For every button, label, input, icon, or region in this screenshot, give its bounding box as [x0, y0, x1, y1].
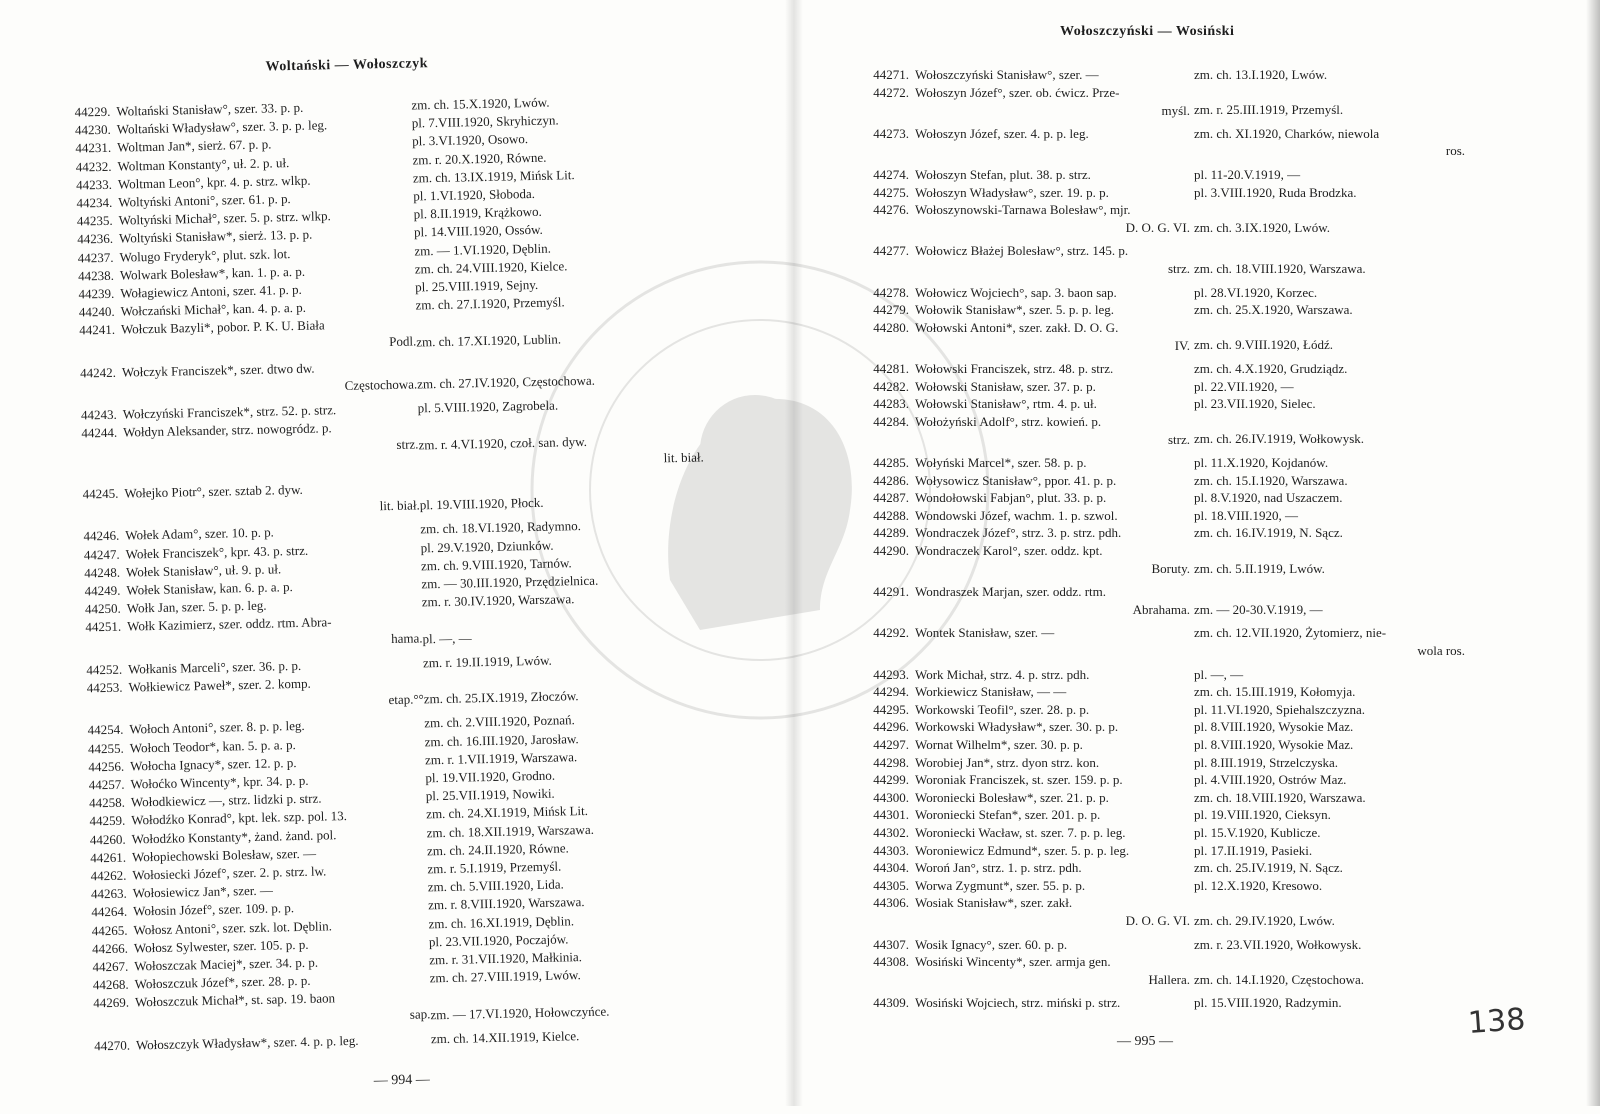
entry-number: 44269. [93, 995, 130, 1011]
entry-fate: zm. ch. 15.III.1919, Kołomyja. [1194, 684, 1356, 700]
right-page-header: Wołoszczyński — Wosiński [1060, 24, 1235, 39]
entry-number: 44297. [873, 737, 909, 752]
entry-name: Wołczański Michał°, kan. 4. p. a. p. [120, 299, 307, 319]
entry-name: Wołowski Franciszek, strz. 48. p. strz. [915, 361, 1114, 376]
scan-edge-shadow [1586, 0, 1600, 1106]
entry-number: 44262. [90, 867, 127, 884]
entry-fate: zm. ch. 24.VIII.1920, Kielce. [414, 258, 568, 277]
list-item [56, 89, 756, 120]
entry-fate: pl. 7.VIII.1920, Skryhiczyn. [411, 112, 559, 131]
entry-fate: pl. 28.VI.1920, Korzec. [1194, 284, 1318, 300]
entry-number: 44258. [88, 794, 126, 811]
entry-name: Wołoszynowski-Tarnawa Bolesław°, mjr. [915, 202, 1131, 218]
entry-number: 44245. [82, 485, 119, 502]
entry-number: 44292. [873, 625, 909, 641]
entry-number: 44293. [873, 666, 909, 682]
entry-fate: zm. ch. 16.III.1920, Jarosław. [424, 730, 579, 749]
entry-number: 44304. [873, 860, 909, 876]
list-item [62, 350, 762, 393]
entry-number: 44244. [81, 425, 118, 441]
entry-name: Wołopiechowski Bolesław, szer. — [131, 845, 317, 865]
entry-name: Wołoszczak Maciej*, szer. 34. p. p. [134, 954, 319, 974]
entry-name: Woltman Leon°, kpr. 4. p. strz. wlkp. [117, 172, 311, 192]
entry-fate: pl. 11.VI.1920, Spiehalszczyzna. [1194, 701, 1365, 717]
entry-fate: pl. 25.VIII.1919, Sejny. [415, 276, 539, 295]
entry-number: 44240. [78, 303, 115, 320]
entry-number: 44247. [83, 546, 120, 563]
entry-fate: zm. r. 25.III.1919, Przemyśl. [1194, 102, 1344, 118]
right-page [855, 0, 1495, 1106]
entry-number: 44291. [873, 584, 909, 600]
entry-fate: pl. 1.VI.1920, Słoboda. [413, 185, 536, 204]
entry-number: 44239. [78, 285, 115, 302]
entry-fate: zm. r. 31.VII.1920, Małkinia. [429, 949, 583, 968]
entry-name: Wołosz Antoni°, szer. szk. lot. Dęblin. [133, 917, 333, 938]
entry-name: Wołek Adam°, szer. 10. p. p. [125, 524, 275, 543]
entry-fate: pl. 5.VIII.1920, Zagrobela. [417, 397, 559, 416]
entry-number: 44284. [873, 413, 909, 429]
entry-number: 44299. [873, 772, 909, 788]
entry-name: Wołoszyn Józef, szer. 4. p. p. leg. [915, 125, 1089, 141]
left-page [54, 0, 777, 1114]
entry-name: Wołowicz Błażej Bolesław°, strz. 145. p. [915, 243, 1129, 259]
entry-fate: pl. 19.VII.1920, Grodno. [425, 767, 556, 786]
entry-fate: zm. ch. 16.XI.1919, Dęblin. [428, 912, 575, 931]
entry-name: Woltman Jan*, sierż. 67. p. p. [117, 136, 272, 156]
entry-name: Workiewicz Stanisław, — — [915, 684, 1067, 700]
entry-fate: zm. ch. 18.VIII.1920, Warszawa. [1194, 789, 1366, 805]
entry-name: Wontek Stanisław, szer. — [915, 625, 1055, 641]
entry-number: 44237. [77, 249, 114, 266]
entry-name: Wołowski Stanisław, szer. 37. p. p. [915, 378, 1096, 394]
entry-number: 44272. [873, 84, 909, 100]
entry-fate: pl. 15.VIII.1920, Radzymin. [1194, 995, 1342, 1011]
entry-fate: pl. 4.VIII.1920, Ostrów Maz. [1194, 772, 1347, 788]
entry-name-continuation: hama. [390, 630, 423, 647]
entry-name: Wornat Wilhelm*, szer. 30. p. p. [915, 737, 1083, 752]
entry-name: Wołek Stanisław, kan. 6. p. a. p. [126, 579, 293, 598]
entry-name: Woltyński Michał°, szer. 5. p. strz. wlkp. [118, 208, 331, 228]
entry-number: 44273. [873, 125, 909, 141]
entry-fate-continuation: wola ros. [1417, 642, 1465, 658]
entry-fate: zm. r. 5.I.1919, Przemyśl. [427, 858, 562, 877]
entry-name-continuation: strz. [1167, 261, 1190, 277]
entry-fate: zm. ch. 24.II.1920, Równe. [426, 840, 569, 859]
entry-number: 44264. [91, 904, 128, 920]
entry-number: 44300. [873, 789, 909, 805]
left-page-header: Woltański — Wołoszczyk [265, 56, 429, 75]
entry-name-continuation: myśl. [1161, 102, 1190, 118]
entry-number: 44309. [873, 995, 909, 1011]
entry-name: Workowski Teofil°, szer. 28. p. p. [915, 701, 1090, 717]
entry-name: Work Michał, strz. 4. p. strz. pdh. [915, 666, 1090, 682]
entry-name: Wondraszek Marjan, szer. oddz. rtm. [915, 584, 1107, 600]
entry-fate: zm. ch. 15.I.1920, Warszawa. [1194, 472, 1348, 488]
entry-fate: pl. 17.II.1919, Pasieki. [1194, 842, 1313, 858]
entry-number: 44282. [873, 378, 909, 394]
entry-fate: zm. ch. 25.IX.1919, Złoczów. [423, 688, 579, 707]
entry-name: Wołowicz Wojciech°, sap. 3. baon sap. [915, 284, 1117, 300]
entry-name: Wondraczek Karol°, szer. oddz. kpt. [915, 543, 1103, 558]
entry-fate: zm. ch. 14.I.1920, Częstochowa. [1194, 971, 1365, 987]
entry-name: Wołoszczuk Józef*, szer. 28. p. p. [134, 973, 311, 992]
entry-number: 44253. [86, 679, 123, 696]
entry-number: 44289. [873, 525, 909, 541]
entry-name: Woroniak Franciszek, st. szer. 159. p. p. [915, 772, 1123, 788]
entry-fate: zm. ch. 14.XII.1919, Kielce. [430, 1027, 580, 1047]
entry-fate: zm. ch. 13.I.1920, Lwów. [1194, 67, 1328, 82]
entry-name-continuation: Boruty. [1151, 561, 1190, 576]
entry-fate: pl. 19.VIII.1920, Płock. [419, 495, 544, 513]
entry-name-continuation: lit. biał. [379, 497, 420, 514]
entry-number: 44268. [92, 976, 129, 993]
entry-name: Woroniecki Bolesław*, szer. 21. p. p. [915, 789, 1109, 805]
entry-number: 44249. [84, 582, 121, 599]
entry-fate: pl. 14.VIII.1920, Ossów. [413, 222, 543, 240]
entry-number: 44233. [76, 176, 113, 193]
entry-number: 44230. [74, 121, 111, 138]
entry-fate: zm. ch. XI.1920, Charków, niewola [1194, 125, 1380, 141]
entry-name-continuation: strz. [1167, 431, 1190, 447]
entry-number: 44250. [84, 600, 121, 617]
entry-number: 44274. [873, 167, 909, 182]
entry-number: 44285. [873, 455, 909, 470]
entry-name: Wołosiecki Józef°, szer. 2. p. strz. lw. [132, 863, 327, 883]
entry-name: Wolwark Bolesław*, kan. 1. p. a. p. [119, 263, 306, 283]
entry-name: Wołek Franciszek°, kpr. 43. p. strz. [125, 542, 309, 562]
entry-fate: pl. 8.VIII.1920, Wysokie Maz. [1194, 719, 1354, 735]
entry-name: Wosiński Wojciech, strz. miński p. strz. [915, 995, 1121, 1011]
entry-fate: pl. 8.II.1919, Krążkowo. [413, 203, 542, 222]
entry-number: 44287. [873, 490, 909, 506]
entry-number: 44290. [873, 543, 909, 558]
entry-fate: zm. ch. 3.IX.1920, Lwów. [1194, 219, 1330, 235]
entry-fate: zm. ch. 15.X.1920, Lwów. [411, 94, 550, 113]
entry-number: 44238. [77, 267, 115, 284]
entry-number: 44303. [873, 842, 909, 858]
entry-name: Woltyński Stanisław*, sierż. 13. p. p. [118, 227, 313, 247]
entry-name: Wołczyński Franciszek*, strz. 52. p. strz. [122, 402, 337, 422]
entry-number: 44295. [873, 701, 909, 717]
entry-fate: zm. r. 23.VII.1920, Wołkowysk. [1194, 936, 1362, 952]
entry-fate: zm. ch. 27.I.1920, Przemyśl. [415, 294, 565, 313]
entry-name: Woroniecki Wacław, st. szer. 7. p. p. leg. [915, 825, 1126, 840]
entry-name: Wondowski Józef, wachm. 1. p. szwol. [915, 507, 1118, 523]
entry-name: Wołodźko Konrad°, kpt. lek. szp. pol. 13. [131, 808, 348, 828]
entry-fate: pl. 8.III.1919, Strzelczyska. [1194, 754, 1339, 770]
entry-number: 44260. [89, 831, 126, 847]
entry-number: 44301. [873, 807, 909, 823]
entry-number: 44251. [85, 619, 122, 635]
entry-fate: zm. — 1.VI.1920, Dęblin. [414, 240, 552, 259]
entry-fate: zm. ch. 26.IV.1919, Wołkowysk. [1194, 431, 1364, 447]
entry-number: 44257. [88, 776, 125, 793]
entry-number: 44271. [873, 67, 909, 82]
entry-number: 44256. [88, 758, 125, 775]
entry-number: 44294. [873, 684, 909, 700]
entry-fate: zm. ch. 27.VIII.1919, Lwów. [429, 967, 581, 986]
entry-name: Woroniewicz Edmund*, szer. 5. p. p. leg. [915, 842, 1130, 858]
entry-fate: zm. ch. 5.VIII.1920, Lida. [427, 876, 564, 895]
entry-name: Wołosin Józef°, szer. 109. p. p. [133, 900, 295, 919]
entry-name: Wołczyk Franciszek*, szer. dtwo dw. [121, 360, 315, 380]
entry-fate: zm. r. 30.IV.1920, Warszawa. [421, 591, 575, 610]
entry-number: 44259. [89, 813, 126, 829]
list-item [65, 514, 765, 544]
right-page-number: — 995 — [1117, 1034, 1173, 1049]
entry-number: 44276. [873, 202, 909, 218]
entry-number: 44248. [84, 564, 121, 581]
entry-name-continuation: Podl. [389, 333, 417, 350]
entry-fate: zm. ch. 17.XI.1920, Lublin. [416, 331, 562, 350]
entry-number: 44232. [75, 158, 112, 175]
entry-number: 44231. [75, 140, 112, 156]
handwritten-page-mark: 138 [1466, 1002, 1527, 1041]
entry-fate-continuation: lit. biał. [663, 449, 704, 466]
entry-fate: zm. ch. 18.XII.1919, Warszawa. [426, 821, 595, 840]
entry-fate: zm. ch. 9.VIII.1920, Tarnów. [420, 555, 572, 574]
entry-name: Wołowski Stanisław°, rtm. 4. p. uł. [915, 396, 1097, 412]
entry-name-continuation: etap.°° [388, 691, 424, 708]
entry-name: Wosiński Wincenty*, szer. armja gen. [915, 954, 1111, 970]
entry-fate: pl. 23.VII.1920, Sielec. [1194, 396, 1316, 412]
entry-name-continuation: sap. [409, 1006, 431, 1023]
entry-name: Woltański Stanisław°, szer. 33. p. p. [116, 99, 304, 119]
entry-name: Wondołowski Fabjan°, plut. 33. p. p. [915, 490, 1107, 506]
list-item [76, 1023, 776, 1054]
entry-number: 44286. [873, 472, 909, 488]
entry-fate: pl. 8.VIII.1920, Wysokie Maz. [1194, 737, 1354, 752]
list-item [63, 392, 763, 423]
entry-name: Wołosiewicz Jan*, szer. — [132, 882, 274, 901]
entry-number: 44277. [873, 243, 909, 259]
entry-fate: zm. ch. 18.VI.1920, Radymno. [420, 518, 582, 537]
entry-fate: zm. r. 4.VI.1920, czoł. san. dyw. [418, 433, 588, 453]
entry-name: Wołocha Ignacy*, szer. 12. p. p. [129, 754, 297, 774]
entry-fate: pl. 8.V.1920, nad Uszaczem. [1194, 490, 1343, 506]
entry-fate: zm. ch. 18.VIII.1920, Warszawa. [1194, 260, 1366, 276]
entry-fate: zm. ch. 13.IX.1919, Mińsk Lit. [412, 166, 575, 186]
entry-number: 44265. [91, 922, 128, 938]
entry-name: Wołoszczyk Władysław*, szer. 4. p. p. leg. [135, 1032, 359, 1053]
entry-fate: zm. ch. 4.X.1920, Grudziądz. [1194, 361, 1348, 376]
entry-fate: zm. ch. 9.VIII.1920, Łódź. [1194, 337, 1333, 353]
entry-fate: pl. 3.VIII.1920, Ruda Brodzka. [1194, 184, 1357, 200]
list-item [68, 647, 768, 678]
entry-name-continuation: IV. [1174, 337, 1190, 353]
entry-name: Worwa Zygmunt*, szer. 55. p. p. [915, 877, 1086, 893]
entry-fate: pl. 3.VI.1920, Osowo. [411, 131, 529, 149]
entry-name: Wołagiewicz Antoni, szer. 41. p. p. [120, 281, 302, 301]
entry-number: 44267. [92, 958, 129, 975]
entry-name: Wołejko Piotr°, szer. sztab 2. dyw. [124, 481, 303, 501]
entry-number: 44306. [873, 895, 909, 911]
entry-name: Wołodkiewicz —, strz. lidzki p. strz. [130, 790, 322, 810]
entry-name-continuation: strz. [396, 436, 419, 453]
entry-fate: pl. —, — [422, 629, 472, 646]
entry-fate: zm. ch. 2.VIII.1920, Poznań. [424, 712, 575, 731]
list-item [69, 708, 769, 738]
entry-fate: pl. —, — [1194, 666, 1244, 682]
entry-fate: zm. ch. 12.VII.1920, Żytomierz, nie- [1194, 625, 1387, 641]
entry-fate: zm. ch. 16.IV.1919, N. Sącz. [1194, 525, 1343, 541]
entry-name: Woltman Konstanty°, uł. 2. p. uł. [117, 154, 290, 174]
entry-fate: pl. 23.VII.1920, Poczajów. [428, 931, 569, 950]
entry-number: 44278. [873, 284, 909, 300]
entry-number: 44283. [873, 396, 909, 412]
entry-name-continuation: Częstochowa. [344, 376, 418, 393]
entry-number: 44270. [94, 1037, 131, 1054]
entry-fate: pl. 11-20.V.1919, — [1194, 167, 1301, 182]
entry-number: 44305. [873, 877, 909, 893]
entry-name: Wołkiewicz Paweł*, szer. 2. komp. [128, 675, 311, 695]
entry-fate: zm. ch. 25.X.1920, Warszawa. [1194, 302, 1353, 318]
entry-fate: zm. r. 19.II.1919, Lwów. [422, 652, 552, 671]
entry-name-continuation: Hallera. [1148, 972, 1190, 988]
entry-number: 44252. [86, 661, 123, 678]
entry-name: Wondraczek Józef°, strz. 3. p. strz. pdh. [915, 525, 1122, 541]
entry-name: Wołk Jan, szer. 5. p. p. leg. [126, 597, 267, 616]
entry-number: 44241. [79, 322, 116, 338]
entry-fate: zm. r. 1.VII.1919, Warszawa. [424, 748, 578, 768]
entry-fate: pl. 25.VII.1919, Nowiki. [425, 785, 555, 804]
entry-name: Worobiej Jan*, strz. dyon strz. kon. [915, 754, 1100, 770]
entry-fate: zm. — 17.VI.1920, Hołowczyńce. [430, 1003, 610, 1022]
entry-number: 44298. [873, 754, 909, 770]
entry-name: Wołoszyn Stefan, plut. 38. p. strz. [915, 167, 1091, 182]
entry-name: Wołoch Antoni°, szer. 8. p. p. leg. [129, 718, 305, 737]
entry-number: 44307. [873, 936, 909, 952]
entry-fate: zm. ch. 24.XI.1919, Mińsk Lit. [426, 803, 589, 822]
entry-name: Wolugo Fryderyk°, plut. szk. lot. [119, 245, 291, 265]
entry-fate: pl. 15.V.1920, Kublicze. [1194, 825, 1321, 840]
entry-name: Workowski Władysław*, szer. 30. p. p. [915, 719, 1119, 735]
entry-number: 44261. [90, 849, 127, 866]
entry-name: Wołoszczuk Michał*, st. sap. 19. baon [134, 990, 336, 1010]
entry-name: Woroń Jan°, strz. 1. p. strz. pdh. [915, 860, 1082, 876]
entry-fate: zm. ch. 5.II.1919, Lwów. [1194, 560, 1325, 576]
entry-name: Woltański Władysław°, szer. 3. p. p. leg. [116, 117, 328, 137]
entry-fate: pl. 19.VIII.1920, Cieksyn. [1194, 807, 1331, 823]
entry-number: 44288. [873, 507, 909, 523]
entry-number: 44266. [92, 940, 129, 957]
entry-name: Wołoćko Wincenty*, kpr. 34. p. p. [130, 772, 309, 792]
entry-number: 44263. [90, 885, 127, 902]
entry-fate: zm. r. 20.X.1920, Równe. [412, 149, 547, 168]
entry-number: 44254. [87, 722, 124, 738]
entry-name: Wosik Ignacy°, szer. 60. p. p. [915, 936, 1068, 952]
entry-fate: zm. ch. 29.IV.1920, Lwów. [1194, 912, 1335, 928]
entry-number: 44242. [79, 364, 117, 381]
entry-name: Wołyński Marcel*, szer. 58. p. p. [915, 455, 1087, 470]
entry-fate: pl. 22.VII.1920, — [1194, 378, 1294, 394]
entry-name: Wołczuk Bazyli*, pobor. P. K. U. Biała [120, 317, 325, 338]
entry-name: Woltyński Antoni°, szer. 61. p. p. [118, 191, 291, 210]
entry-number: 44236. [77, 231, 114, 247]
entry-number: 44243. [80, 406, 117, 423]
entry-number: 44280. [873, 319, 909, 335]
entry-number: 44281. [873, 361, 909, 376]
entry-name: Wołk Kazimierz, szer. oddz. rtm. Abra- [127, 614, 332, 634]
entry-number: 44296. [873, 719, 909, 735]
entry-name: Wołożyński Adolf°, strz. kowień. p. [915, 413, 1102, 429]
entry-fate: zm. — 30.III.1920, Przędzielnica. [421, 572, 599, 592]
entry-name: Woroniecki Stefan*, szer. 201. p. p. [915, 807, 1101, 823]
entry-name: Wołodźko Konstanty*, żand. żand. pol. [131, 826, 337, 847]
entry-name-continuation: D. O. G. VI. [1125, 220, 1190, 236]
entry-name: Wołosz Sylwester, szer. 105. p. p. [133, 936, 309, 956]
entry-name: Wołoszyn Józef°, szer. ob. ćwicz. Prze- [915, 84, 1120, 100]
entry-name-continuation: Abrahama. [1132, 602, 1190, 618]
entry-number: 44308. [873, 954, 909, 970]
entry-name: Wosiak Stanisław*, szer. zakł. [915, 895, 1073, 911]
entry-fate: zm. r. 8.VIII.1920, Warszawa. [427, 894, 585, 913]
entry-name: Wołoszyn Władysław°, szer. 19. p. p. [915, 184, 1109, 200]
entry-fate: pl. 12.X.1920, Kresowo. [1194, 877, 1323, 893]
entry-fate: zm. ch. 27.IV.1920, Częstochowa. [417, 372, 596, 392]
entry-name: Wołowik Stanisław*, szer. 5. p. p. leg. [915, 302, 1114, 318]
entry-name: Wołoch Teodor*, kan. 5. p. a. p. [129, 736, 296, 756]
entry-number: 44275. [873, 184, 909, 200]
entry-name: Wołoszczyński Stanisław°, szer. — [915, 67, 1099, 82]
entry-name: Wołek Stanisław°, uł. 9. p. uł. [125, 561, 282, 580]
entry-fate: pl. 11.X.1920, Kojdanów. [1194, 455, 1329, 470]
entry-fate: pl. 18.VIII.1920, — [1194, 507, 1298, 523]
entry-fate: zm. ch. 25.IV.1919, N. Sącz. [1194, 860, 1343, 876]
entry-name: Wołkanis Marceli°, szer. 36. p. p. [127, 657, 302, 677]
entry-fate: pl. 29.V.1920, Dziunków. [420, 537, 554, 556]
entry-number: 44234. [76, 194, 113, 211]
entry-fate: zm. — 20-30.V.1919, — [1194, 601, 1323, 617]
entry-name: Wołowski Antoni*, szer. zakł. D. O. G. [915, 319, 1119, 335]
entry-number: 44302. [873, 825, 909, 840]
entry-name: Wołdyn Aleksander, strz. nowogródz. p. [122, 420, 332, 441]
entry-number: 44255. [87, 740, 124, 757]
entry-number: 44235. [76, 212, 113, 229]
entry-number: 44246. [83, 528, 120, 544]
entry-name: Wołysowicz Stanisław°, ppor. 41. p. p. [915, 472, 1117, 488]
entry-fate-continuation: ros. [1445, 143, 1465, 159]
left-page-number: — 994 — [373, 1072, 430, 1089]
entry-name-continuation: D. O. G. VI. [1125, 913, 1190, 929]
entry-number: 44229. [74, 103, 111, 120]
entry-number: 44279. [873, 302, 909, 318]
